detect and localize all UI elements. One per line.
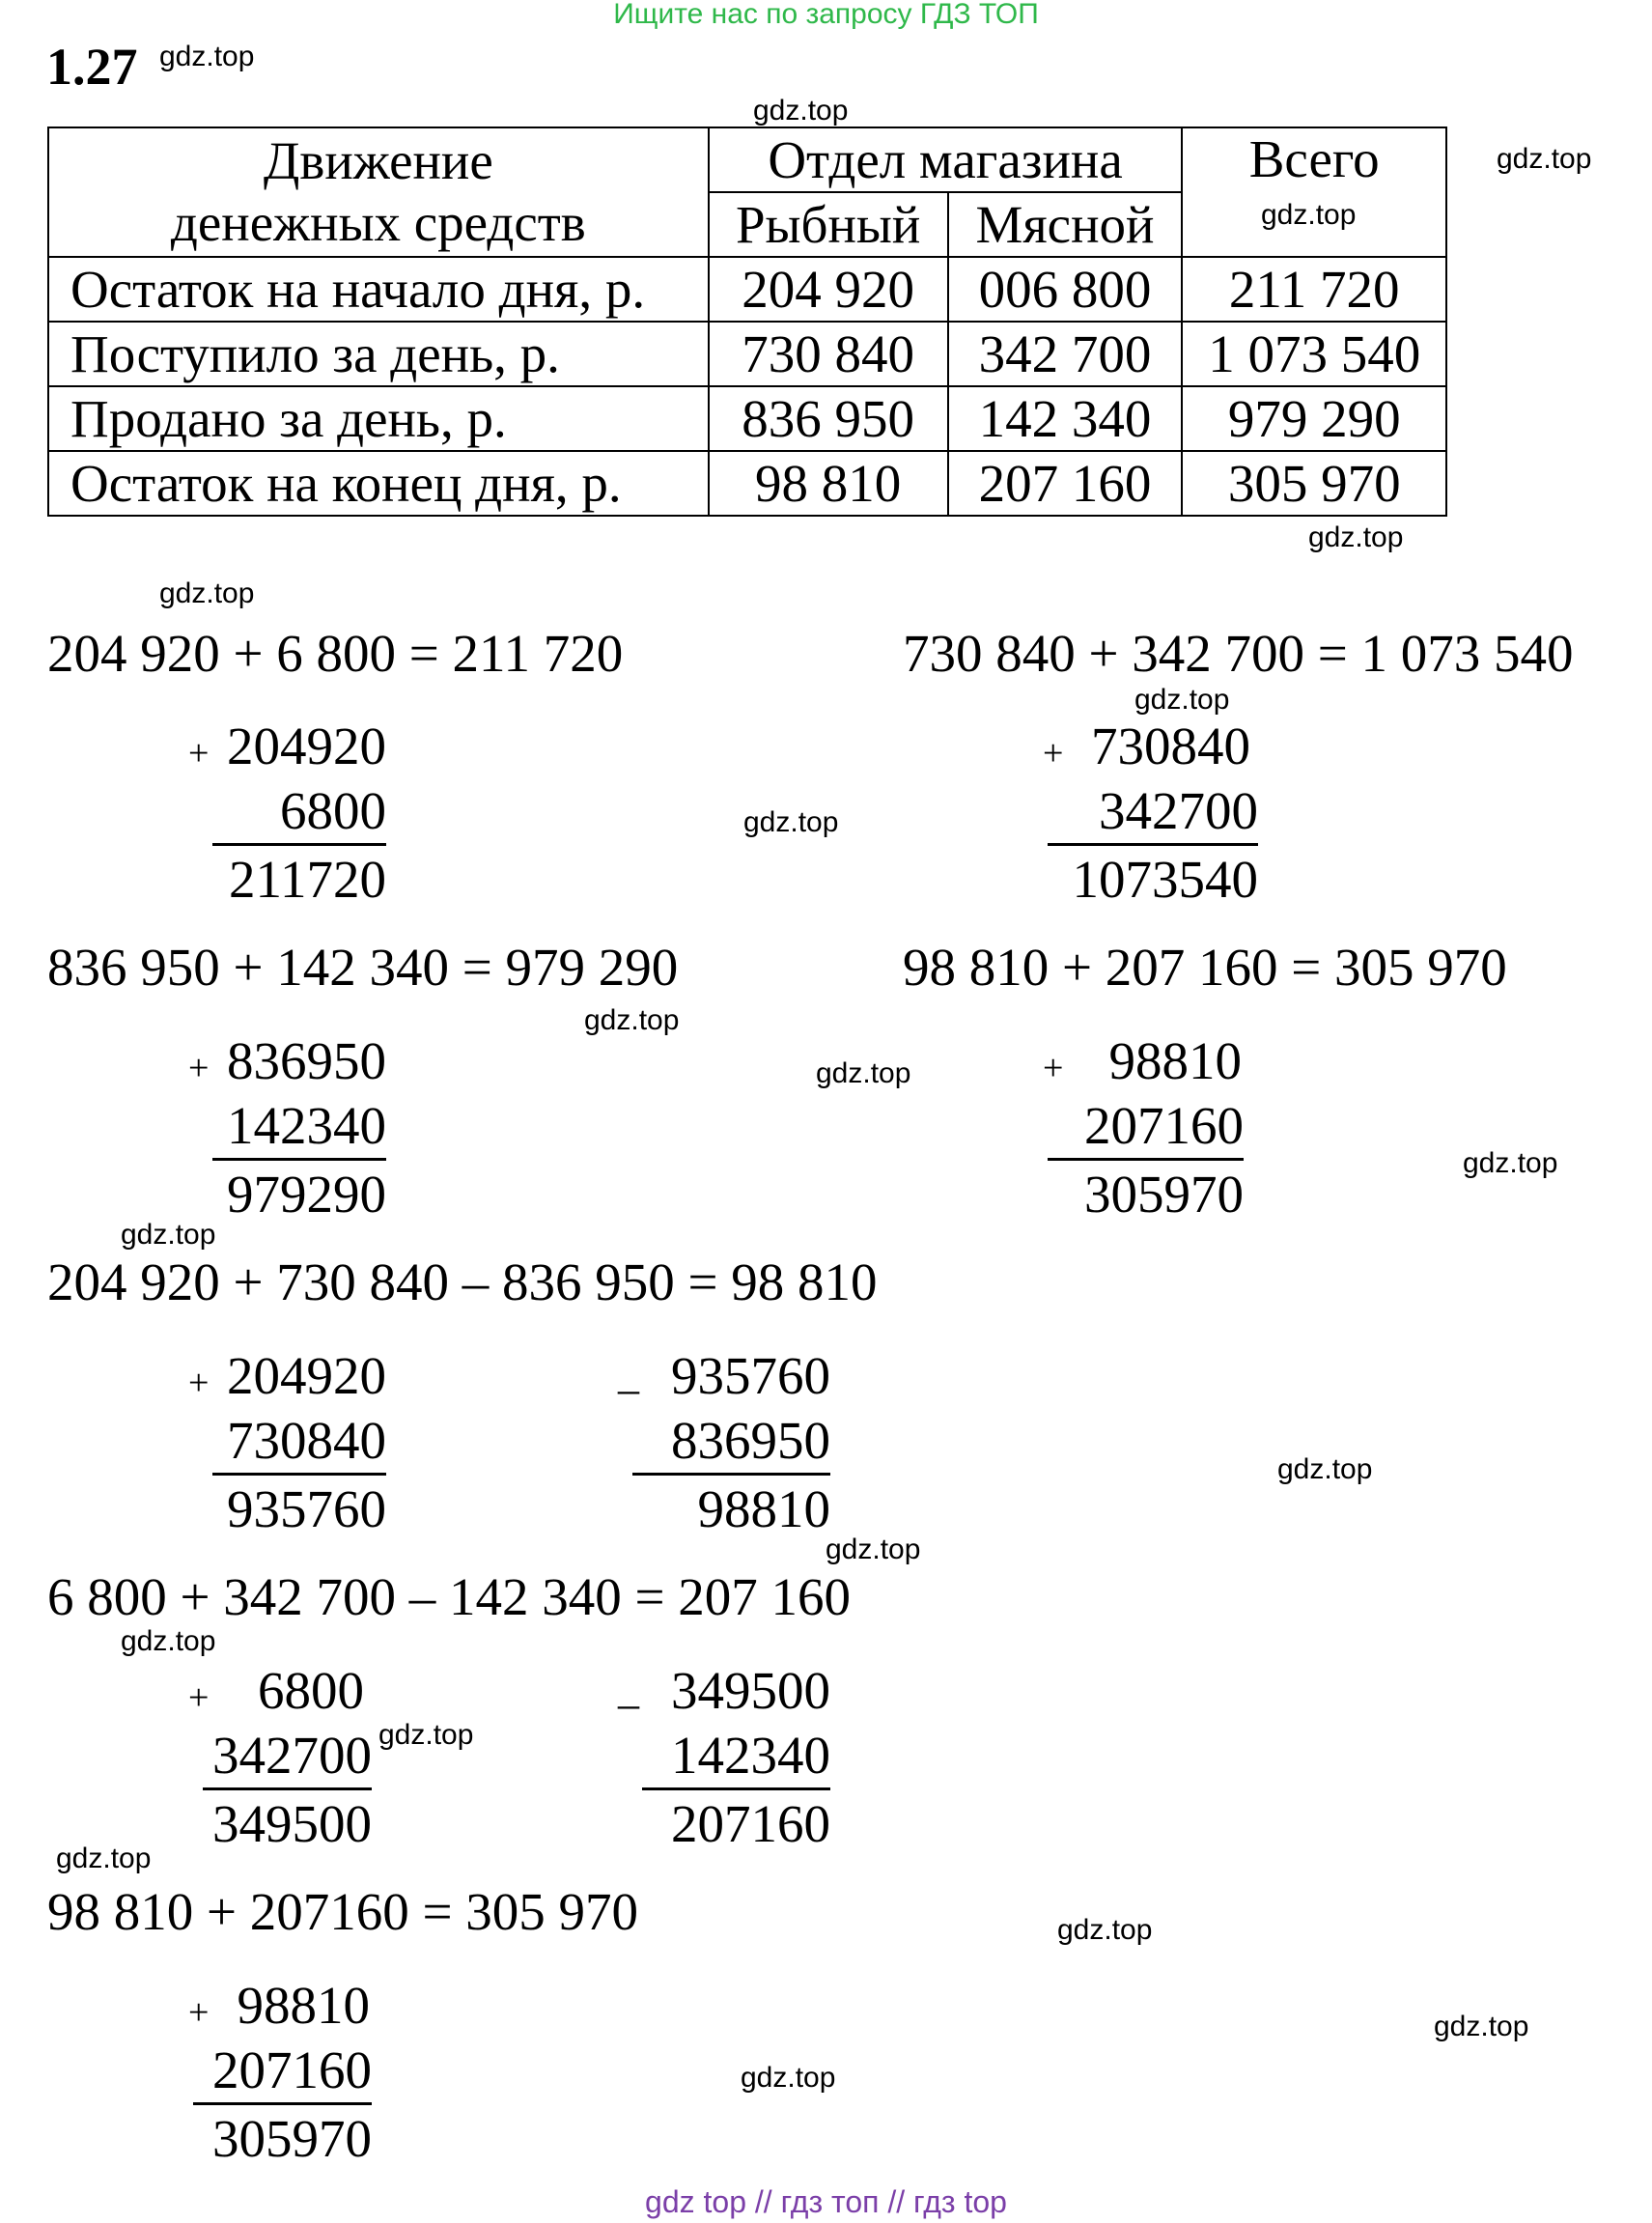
plus-sign: + [188,1363,210,1403]
equation-6: 6 800 + 342 700 – 142 340 = 207 160 [47,1567,852,1626]
watermark: gdz.top [1434,2011,1529,2042]
watermark: gdz.top [753,95,849,127]
result: 1073540 [1072,850,1258,909]
equation-7: 98 810 + 207160 = 305 970 [47,1882,639,1941]
result: 98810 [697,1479,830,1538]
result: 305970 [212,2109,372,2168]
result: 305970 [1084,1165,1244,1224]
cell-meat: 006 800 [948,257,1183,322]
table-row [48,257,1446,322]
table-row [48,451,1446,516]
header-meat: Мясной [948,192,1183,257]
equation-3: 836 950 + 142 340 = 979 290 [47,938,679,997]
watermark: gdz.top [1497,143,1592,175]
watermark: gdz.top [378,1719,474,1751]
operand-b: 342700 [203,1724,372,1790]
operand-b: 836950 [632,1409,830,1476]
cell-total: 979 290 [1182,386,1446,451]
watermark: gdz.top [1134,684,1230,716]
cell-fish: 204 920 [709,257,948,322]
row-label: Остаток на конец дня, р. [48,451,709,516]
watermark: gdz.top [1057,1914,1153,1946]
column-addition [203,1657,372,1857]
watermark: gdz.top [121,1219,216,1251]
watermark: gdz.top [121,1625,216,1657]
cell-meat: 142 340 [948,386,1183,451]
column-addition [193,1972,372,2172]
column-addition [1048,713,1258,913]
table-row [48,322,1446,386]
header-movement-line2: денежных средств [170,193,586,252]
plus-sign: + [1043,1048,1064,1088]
top-banner-link[interactable]: Ищите нас по запросу ГДЗ ТОП [613,0,1039,30]
cell-fish: 730 840 [709,322,948,386]
watermark: gdz.top [1261,199,1357,231]
operand-a: 935760 [671,1346,830,1405]
operand-b: 142340 [212,1094,386,1161]
watermark: gdz.top [741,2062,836,2094]
cell-fish: 836 950 [709,386,948,451]
column-addition [212,1027,386,1227]
cell-fish: 98 810 [709,451,948,516]
column-addition [1048,1027,1244,1227]
result: 211720 [229,850,386,909]
column-subtraction [642,1657,830,1857]
watermark: gdz.top [584,1004,680,1036]
cell-meat: 342 700 [948,322,1183,386]
header-fish: Рыбный [709,192,948,257]
operand-b: 730840 [212,1409,386,1476]
operand-a: 730840 [1091,717,1250,775]
header-total: Всего [1182,127,1446,257]
operand-b: 342700 [1048,779,1258,846]
row-label: Поступило за день, р. [48,322,709,386]
result: 935760 [227,1479,386,1538]
plus-sign: + [188,1048,210,1088]
cell-meat: 207 160 [948,451,1183,516]
watermark: gdz.top [56,1843,152,1874]
operand-a: 204920 [227,1346,386,1405]
equation-4: 98 810 + 207 160 = 305 970 [903,938,1507,997]
watermark: gdz.top [816,1057,911,1089]
minus-sign: _ [618,1666,639,1713]
equation-1: 204 920 + 6 800 = 211 720 [47,624,624,683]
watermark: gdz.top [1308,521,1404,553]
footer-links[interactable]: gdz top // гдз топ // гдз top [645,2184,1007,2219]
minus-sign: _ [618,1351,639,1398]
result: 207160 [671,1794,830,1853]
plus-sign: + [188,1677,210,1718]
column-addition [212,1342,386,1542]
header-movement [48,127,709,257]
result: 349500 [212,1794,372,1853]
operand-a: 204920 [227,717,386,775]
watermark: gdz.top [826,1534,921,1565]
watermark: gdz.top [159,41,255,72]
equation-2: 730 840 + 342 700 = 1 073 540 [903,624,1574,683]
operand-a: 349500 [671,1661,830,1720]
operand-b: 142340 [642,1724,830,1790]
table-row [48,386,1446,451]
result: 979290 [227,1165,386,1224]
operand-b: 207160 [193,2039,372,2105]
watermark: gdz.top [1463,1147,1558,1179]
cell-total: 1 073 540 [1182,322,1446,386]
watermark: gdz.top [1277,1453,1373,1485]
operand-a: 836950 [227,1031,386,1090]
header-department: Отдел магазина [709,127,1183,192]
operand-b: 207160 [1048,1094,1244,1161]
operand-a: 6800 [258,1661,364,1720]
watermark: gdz.top [743,806,839,838]
column-subtraction [632,1342,830,1542]
plus-sign: + [188,1992,210,2033]
operand-b: 6800 [212,779,386,846]
cell-total: 211 720 [1182,257,1446,322]
cell-total: 305 970 [1182,451,1446,516]
plus-sign: + [188,733,210,774]
row-label: Остаток на начало дня, р. [48,257,709,322]
row-label: Продано за день, р. [48,386,709,451]
equation-5: 204 920 + 730 840 – 836 950 = 98 810 [47,1252,878,1311]
operand-a: 98810 [1108,1031,1242,1090]
cash-flow-table [47,127,1447,517]
problem-number: 1.27 [46,38,138,96]
watermark: gdz.top [159,577,255,609]
operand-a: 98810 [237,1976,370,2035]
column-addition [212,713,386,913]
header-movement-line1: Движение [263,131,493,191]
plus-sign: + [1043,733,1064,774]
